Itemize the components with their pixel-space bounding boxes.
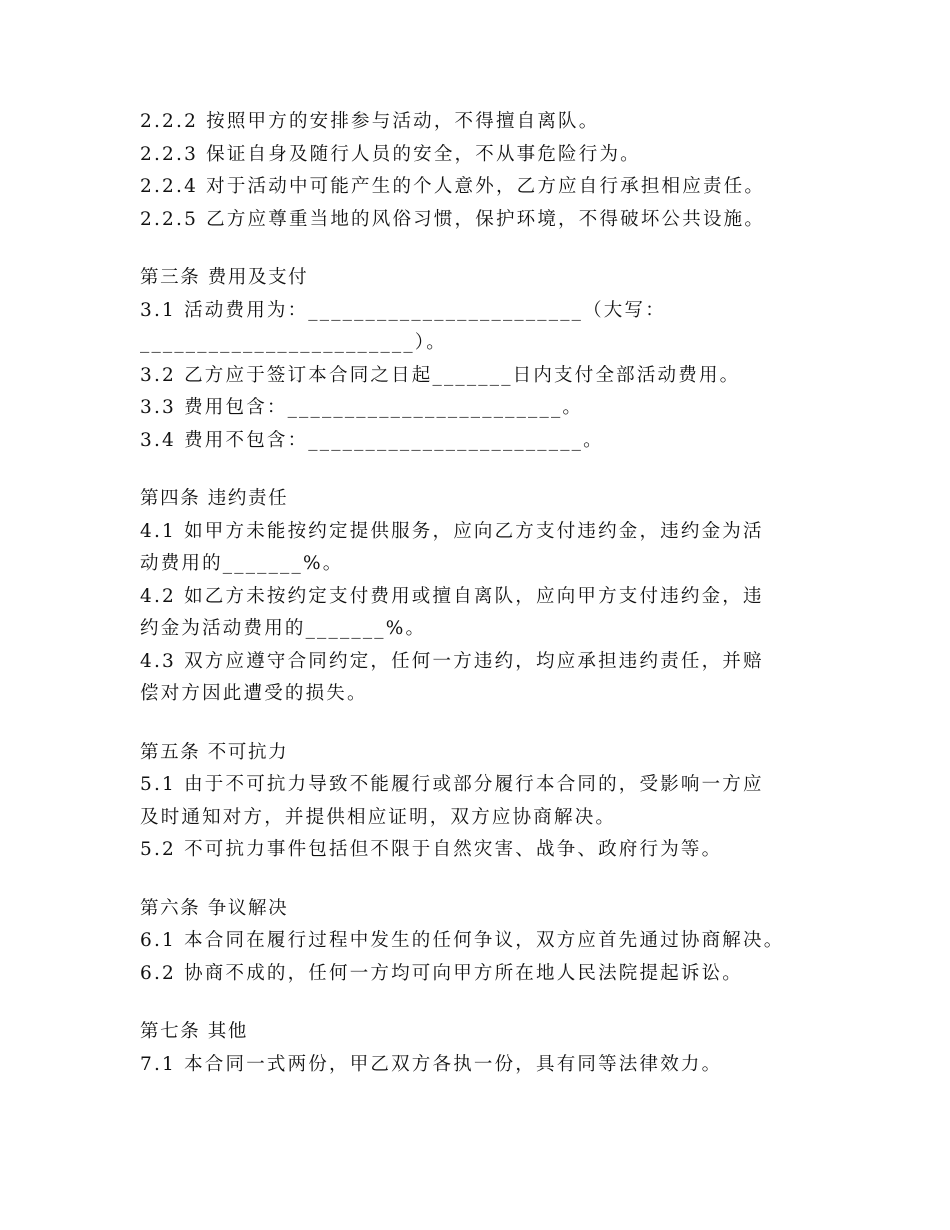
clause-4-1-cont: 动费用的_______%。 xyxy=(140,553,344,574)
clause-2-2-5: 2.2.5 乙方应尊重当地的风俗习惯，保护环境，不得破坏公共设施。 xyxy=(140,208,766,230)
section-3-fees xyxy=(140,262,840,457)
section-6-dispute xyxy=(140,893,840,991)
clause-4-3: 4.3 双方应遵守合同约定，任何一方违约，均应承担违约责任，并赔 xyxy=(140,650,764,672)
clause-3-4: 3.4 费用不包含：________________________。 xyxy=(140,429,604,451)
clause-5-1-cont: 及时通知对方，并提供相应证明，双方应协商解决。 xyxy=(140,806,617,828)
section-5-force-majeure xyxy=(140,737,840,867)
clause-4-3-cont: 偿对方因此遭受的损失。 xyxy=(140,683,368,704)
clause-5-2: 5.2 不可抗力事件包括但不限于自然灾害、战争、政府行为等。 xyxy=(140,839,723,860)
section-heading: 第五条 不可抗力 xyxy=(140,741,289,763)
section-heading: 第四条 违约责任 xyxy=(140,488,289,509)
contract-page xyxy=(140,106,840,1081)
clause-2-2-3: 2.2.3 保证自身及随行人员的安全，不从事危险行为。 xyxy=(140,143,641,165)
clause-6-2: 6.2 协商不成的，任何一方均可向甲方所在地人民法院提起诉讼。 xyxy=(140,962,744,984)
clause-3-1: 3.1 活动费用为：________________________（大写： xyxy=(140,299,666,321)
section-gap xyxy=(140,711,840,737)
section-heading: 第七条 其他 xyxy=(140,1021,248,1042)
section-2-tail xyxy=(140,106,840,236)
clause-3-1-cont: ________________________）。 xyxy=(140,332,447,353)
section-gap xyxy=(140,457,840,483)
section-gap xyxy=(140,867,840,893)
section-heading: 第三条 费用及支付 xyxy=(140,267,309,288)
clause-4-1: 4.1 如甲方未能按约定提供服务，应向乙方支付违约金，违约金为活 xyxy=(140,520,764,542)
clause-6-1: 6.1 本合同在履行过程中发生的任何争议，双方应首先通过协商解决。 xyxy=(140,930,785,951)
clause-5-1: 5.1 由于不可抗力导致不能履行或部分履行本合同的，受影响一方应 xyxy=(140,774,764,795)
section-heading: 第六条 争议解决 xyxy=(140,897,289,919)
section-gap xyxy=(140,236,840,262)
clause-4-2-cont: 约金为活动费用的_______%。 xyxy=(140,618,427,639)
section-4-liability xyxy=(140,483,840,711)
clause-4-2: 4.2 如乙方未按约定支付费用或擅自离队，应向甲方支付违约金，违 xyxy=(140,585,764,607)
clause-2-2-2: 2.2.2 按照甲方的安排参与活动，不得擅自离队。 xyxy=(140,111,600,132)
section-gap xyxy=(140,990,840,1016)
clause-7-1: 7.1 本合同一式两份，甲乙双方各执一份，具有同等法律效力。 xyxy=(140,1053,723,1075)
section-7-other xyxy=(140,1016,840,1081)
clause-2-2-4: 2.2.4 对于活动中可能产生的个人意外，乙方应自行承担相应责任。 xyxy=(140,176,766,197)
clause-3-2: 3.2 乙方应于签订本合同之日起_______日内支付全部活动费用。 xyxy=(140,364,741,386)
clause-3-3: 3.3 费用包含：________________________。 xyxy=(140,397,584,418)
